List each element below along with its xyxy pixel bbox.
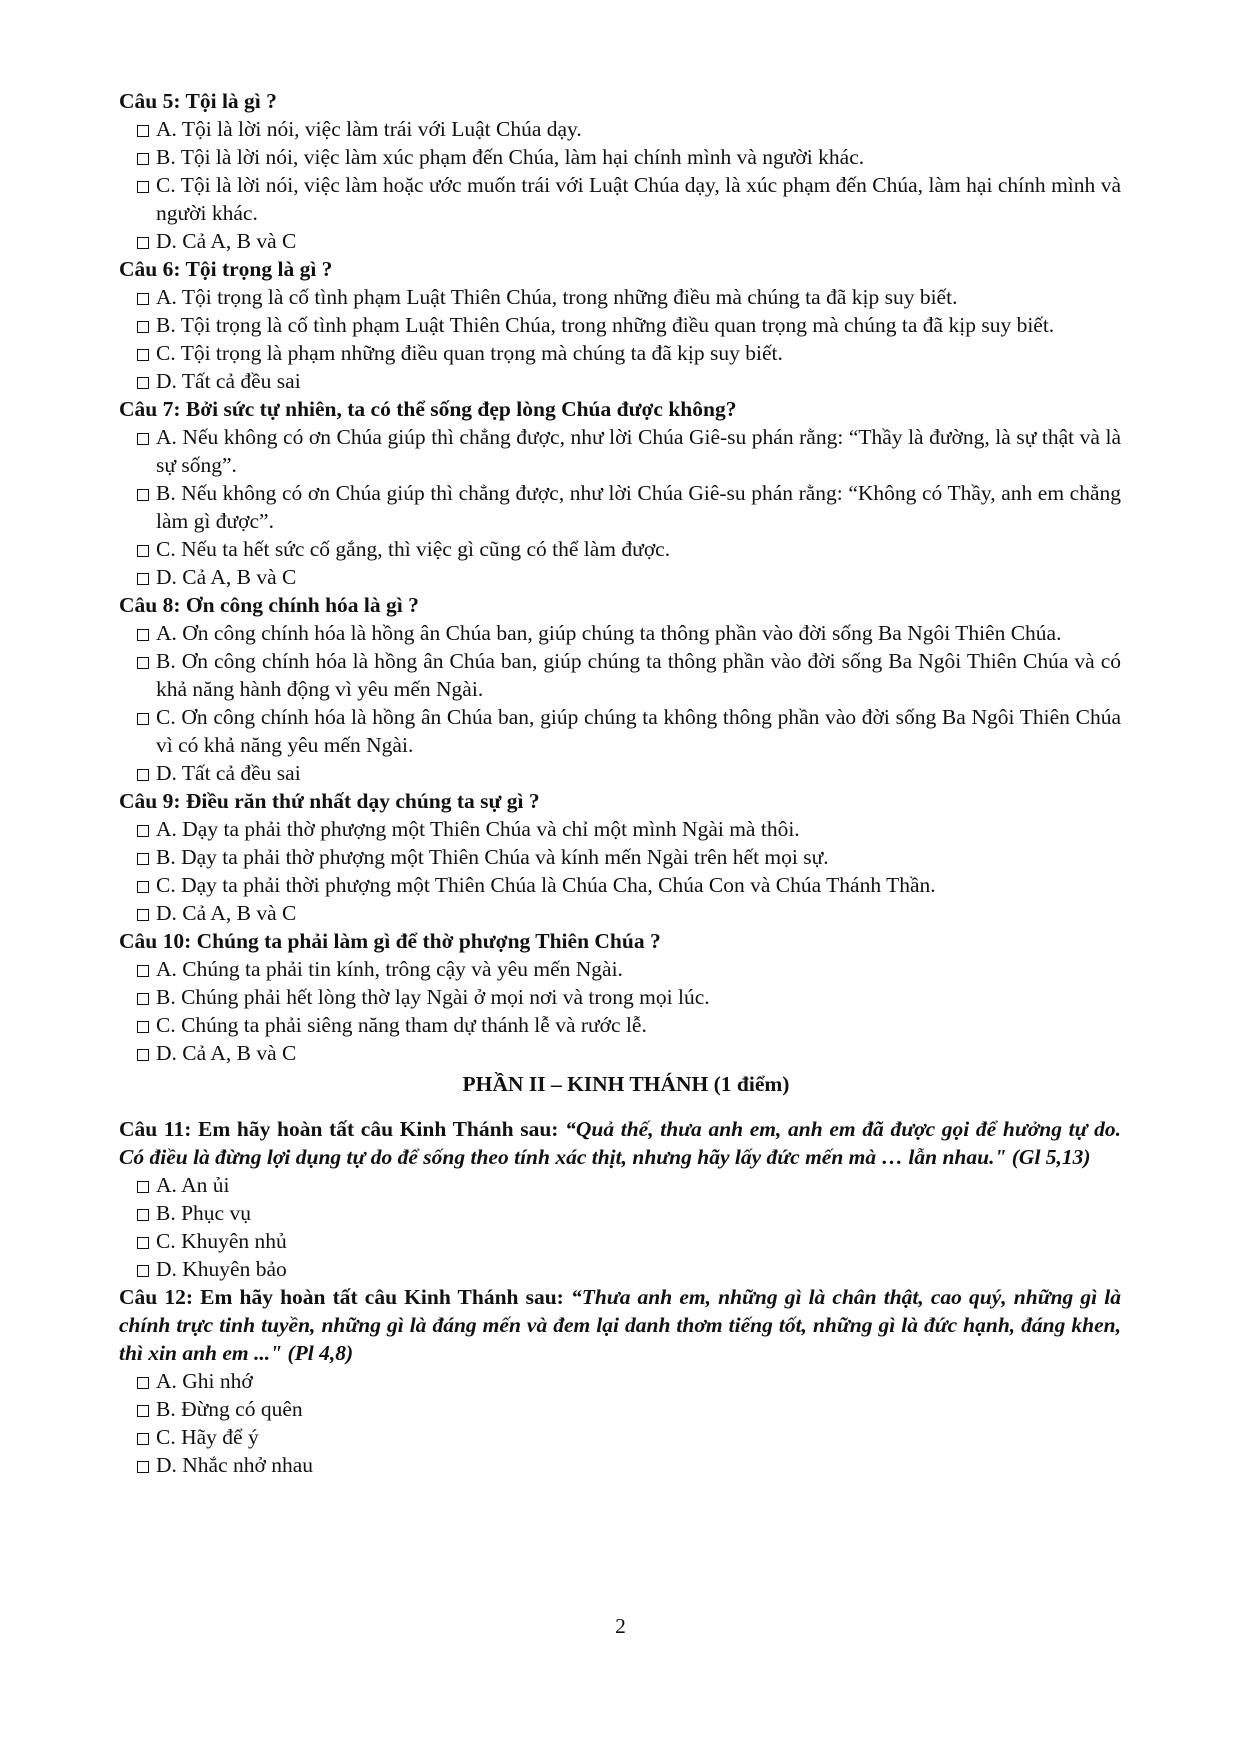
option-a[interactable] <box>119 815 1121 843</box>
option-text: D. Cả A, B và C <box>156 229 297 253</box>
checkbox-icon[interactable] <box>137 965 149 977</box>
checkbox-icon[interactable] <box>137 125 149 137</box>
option-d[interactable] <box>119 759 1121 787</box>
checkbox-icon[interactable] <box>137 1461 149 1473</box>
question-title: Câu 7: Bởi sức tự nhiên, ta có thể sống đẹp lòng Chúa được không? <box>119 397 737 421</box>
checkbox-icon[interactable] <box>137 1405 149 1417</box>
option-d[interactable] <box>119 367 1121 395</box>
checkbox-icon[interactable] <box>137 489 149 501</box>
option-text: D. Cả A, B và C <box>156 1041 297 1065</box>
option-d[interactable] <box>119 227 1121 255</box>
option-text: B. Phục vụ <box>156 1201 251 1225</box>
scripture-prompt <box>119 1115 1121 1171</box>
checkbox-icon[interactable] <box>137 1433 149 1445</box>
option-text: B. Tội là lời nói, việc làm xúc phạm đến Chúa, làm hại chính mình và người khác. <box>156 145 865 169</box>
checkbox-icon[interactable] <box>137 629 149 641</box>
option-text: A. Chúng ta phải tin kính, trông cậy và yêu mến Ngài. <box>156 957 623 981</box>
question-9 <box>119 787 1121 927</box>
question-7 <box>119 395 1121 591</box>
question-title: Câu 10: Chúng ta phải làm gì để thờ phượng Thiên Chúa ? <box>119 929 661 953</box>
option-b[interactable] <box>119 843 1121 871</box>
option-a[interactable] <box>119 955 1121 983</box>
option-a[interactable] <box>119 1171 1121 1199</box>
question-title: Câu 5: Tội là gì ? <box>119 89 277 113</box>
checkbox-icon[interactable] <box>137 909 149 921</box>
checkbox-icon[interactable] <box>137 657 149 669</box>
option-c[interactable] <box>119 339 1121 367</box>
checkbox-icon[interactable] <box>137 1181 149 1193</box>
option-c[interactable] <box>119 1227 1121 1255</box>
question-title: Câu 8: Ơn công chính hóa là gì ? <box>119 593 419 617</box>
scripture-prompt <box>119 1283 1121 1367</box>
option-c[interactable] <box>119 703 1121 759</box>
option-d[interactable] <box>119 1255 1121 1283</box>
question-lead: Câu 12: Em hãy hoàn tất câu Kinh Thánh sau: <box>119 1285 571 1309</box>
option-a[interactable] <box>119 1367 1121 1395</box>
option-a[interactable] <box>119 115 1121 143</box>
option-text: C. Chúng ta phải siêng năng tham dự thánh lễ và rước lễ. <box>156 1013 647 1037</box>
checkbox-icon[interactable] <box>137 545 149 557</box>
checkbox-icon[interactable] <box>137 1265 149 1277</box>
option-text: C. Ơn công chính hóa là hồng ân Chúa ban, giúp chúng ta không thông phần vào đời sống Ba Ngôi Thiên Chúa vì có khả năng yêu mến Ngài. <box>156 705 1121 757</box>
option-c[interactable] <box>119 871 1121 899</box>
option-text: A. An ủi <box>156 1173 230 1197</box>
option-text: C. Tội trọng là phạm những điều quan trọng mà chúng ta đã kịp suy biết. <box>156 341 783 365</box>
checkbox-icon[interactable] <box>137 1049 149 1061</box>
scripture-quote: “Quả thế, thưa anh em, anh em đã được gọi để hưởng tự do. Có điều là đừng lợi dụng tự do để sống theo tính xác thịt, nhưng hãy lấy đức mến mà … lẫn nhau." (Gl 5,13) <box>119 1117 1121 1169</box>
checkbox-icon[interactable] <box>137 237 149 249</box>
option-text: C. Nếu ta hết sức cố gắng, thì việc gì cũng có thể làm được. <box>156 537 671 561</box>
option-text: A. Tội là lời nói, việc làm trái với Luật Chúa dạy. <box>156 117 582 141</box>
option-c[interactable] <box>119 171 1121 227</box>
checkbox-icon[interactable] <box>137 825 149 837</box>
question-5 <box>119 87 1121 255</box>
option-text: B. Ơn công chính hóa là hồng ân Chúa ban, giúp chúng ta thông phần vào đời sống Ba Ngôi Thiên Chúa và có khả năng hành động vì yêu mến Ngài. <box>156 649 1121 701</box>
option-text: D. Tất cả đều sai <box>156 761 301 785</box>
checkbox-icon[interactable] <box>137 713 149 725</box>
option-b[interactable] <box>119 1395 1121 1423</box>
option-text: D. Tất cả đều sai <box>156 369 301 393</box>
option-text: B. Đừng có quên <box>156 1397 303 1421</box>
scripture-quote: “Thưa anh em, những gì là chân thật, cao quý, những gì là chính trực tinh tuyền, những gì là đáng mến và đem lại danh thơm tiếng tốt, những gì là đức hạnh, đáng khen, thì xin anh em ..." (Pl 4,8) <box>119 1285 1121 1365</box>
option-c[interactable] <box>119 1011 1121 1039</box>
option-text: D. Cả A, B và C <box>156 901 297 925</box>
option-b[interactable] <box>119 311 1121 339</box>
option-text: B. Tội trọng là cố tình phạm Luật Thiên Chúa, trong những điều quan trọng mà chúng ta đã kịp suy biết. <box>156 313 1055 337</box>
checkbox-icon[interactable] <box>137 1021 149 1033</box>
option-text: C. Khuyên nhủ <box>156 1229 287 1253</box>
option-d[interactable] <box>119 563 1121 591</box>
checkbox-icon[interactable] <box>137 881 149 893</box>
question-12 <box>119 1283 1121 1479</box>
checkbox-icon[interactable] <box>137 1237 149 1249</box>
page-number: 2 <box>615 1614 626 1638</box>
option-b[interactable] <box>119 1199 1121 1227</box>
checkbox-icon[interactable] <box>137 377 149 389</box>
checkbox-icon[interactable] <box>137 993 149 1005</box>
option-text: A. Ghi nhớ <box>156 1369 253 1393</box>
question-title: Câu 9: Điều răn thứ nhất dạy chúng ta sự gì ? <box>119 789 540 813</box>
checkbox-icon[interactable] <box>137 293 149 305</box>
option-d[interactable] <box>119 899 1121 927</box>
question-6 <box>119 255 1121 395</box>
option-text: D. Cả A, B và C <box>156 565 297 589</box>
checkbox-icon[interactable] <box>137 321 149 333</box>
option-c[interactable] <box>119 535 1121 563</box>
option-a[interactable] <box>119 423 1121 479</box>
option-text: D. Nhắc nhở nhau <box>156 1453 314 1477</box>
option-b[interactable] <box>119 479 1121 535</box>
checkbox-icon[interactable] <box>137 153 149 165</box>
checkbox-icon[interactable] <box>137 181 149 193</box>
option-text: A. Dạy ta phải thờ phượng một Thiên Chúa và chỉ một mình Ngài mà thôi. <box>156 817 800 841</box>
question-title: Câu 6: Tội trọng là gì ? <box>119 257 333 281</box>
option-a[interactable] <box>119 283 1121 311</box>
option-d[interactable] <box>119 1039 1121 1067</box>
option-text: C. Dạy ta phải thời phượng một Thiên Chúa là Chúa Cha, Chúa Con và Chúa Thánh Thần. <box>156 873 936 897</box>
option-b[interactable] <box>119 647 1121 703</box>
option-text: A. Tội trọng là cố tình phạm Luật Thiên Chúa, trong những điều mà chúng ta đã kịp suy biết. <box>156 285 958 309</box>
option-text: A. Ơn công chính hóa là hồng ân Chúa ban, giúp chúng ta thông phần vào đời sống Ba Ngôi Thiên Chúa. <box>156 621 1062 645</box>
option-text: B. Nếu không có ơn Chúa giúp thì chẳng được, như lời Chúa Giê-su phán rằng: “Không có Thầy, anh em chẳng làm gì được”. <box>156 481 1121 533</box>
question-lead: Câu 11: Em hãy hoàn tất câu Kinh Thánh sau: <box>119 1117 566 1141</box>
checkbox-icon[interactable] <box>137 1209 149 1221</box>
option-text: A. Nếu không có ơn Chúa giúp thì chẳng được, như lời Chúa Giê-su phán rằng: “Thầy là đường, là sự thật và là sự sống”. <box>156 425 1121 477</box>
checkbox-icon[interactable] <box>137 573 149 585</box>
option-text: C. Hãy để ý <box>156 1425 259 1449</box>
section-title: PHẦN II – KINH THÁNH (1 điểm) <box>462 1072 790 1096</box>
question-8 <box>119 591 1121 787</box>
question-10 <box>119 927 1121 1067</box>
page-content <box>119 87 1121 1479</box>
option-a[interactable] <box>119 619 1121 647</box>
checkbox-icon[interactable] <box>137 769 149 781</box>
option-d[interactable] <box>119 1451 1121 1479</box>
option-text: B. Chúng phải hết lòng thờ lạy Ngài ở mọi nơi và trong mọi lúc. <box>156 985 710 1009</box>
option-text: D. Khuyên bảo <box>156 1257 287 1281</box>
option-b[interactable] <box>119 143 1121 171</box>
checkbox-icon[interactable] <box>137 349 149 361</box>
checkbox-icon[interactable] <box>137 433 149 445</box>
option-text: C. Tội là lời nói, việc làm hoặc ước muốn trái với Luật Chúa dạy, là xúc phạm đến Chúa, làm hại chính mình và người khác. <box>156 173 1121 225</box>
checkbox-icon[interactable] <box>137 1377 149 1389</box>
option-text: B. Dạy ta phải thờ phượng một Thiên Chúa và kính mến Ngài trên hết mọi sự. <box>156 845 829 869</box>
question-11 <box>119 1115 1121 1283</box>
option-b[interactable] <box>119 983 1121 1011</box>
option-c[interactable] <box>119 1423 1121 1451</box>
checkbox-icon[interactable] <box>137 853 149 865</box>
